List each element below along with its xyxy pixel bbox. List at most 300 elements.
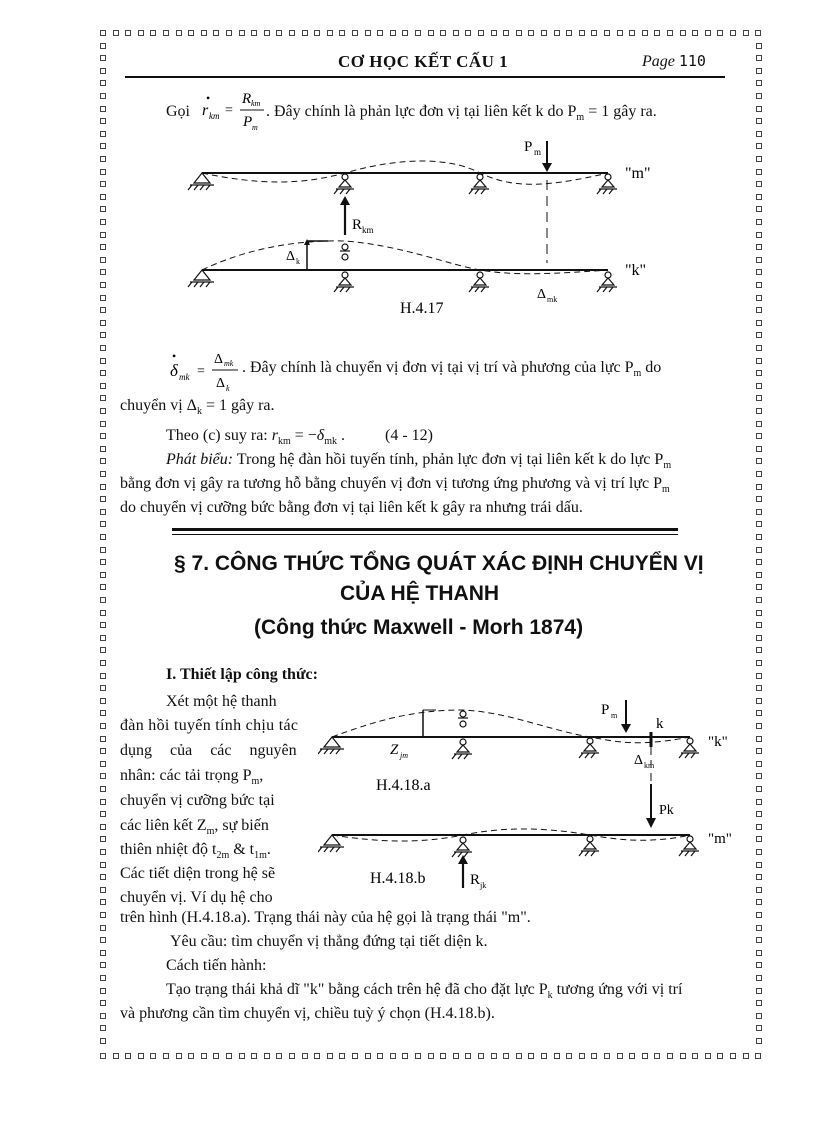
border-square [503,30,509,36]
border-square [756,446,762,452]
border-square [756,925,762,931]
border-square [756,68,762,74]
border-square [756,307,762,313]
border-square [756,962,762,968]
equation-number: (4 - 12) [385,427,433,444]
border-square [100,874,106,880]
pk-label: Pk [659,803,674,818]
border-square [100,332,106,338]
border-square [730,1053,736,1059]
border-square [756,698,762,704]
border-square [756,345,762,351]
col-line-2: đàn hồi tuyến tính chịu tác [120,717,299,734]
border-square [100,408,106,414]
border-square [201,30,207,36]
para-state-m: trên hình (H.4.18.a). Trạng thái này của hệ gọi là trạng thái "m". [120,909,531,926]
border-square [100,295,106,301]
formula-den-sub: k [226,384,230,393]
border-square [302,30,308,36]
border-square [680,30,686,36]
page-number: 110 [678,52,706,70]
border-square [591,1053,597,1059]
border-square [756,723,762,729]
border-square [100,370,106,376]
border-square [100,421,106,427]
border-square [100,521,106,527]
border-square [756,257,762,263]
fig18-load-sub: m [611,711,618,720]
border-square [100,244,106,250]
border-square [755,1053,761,1059]
border-square [100,547,106,553]
border-square [756,899,762,905]
col-line-3: dụng của các nguyên [120,742,297,759]
border-square [756,131,762,137]
border-square [100,975,106,981]
section-rule [172,528,678,531]
border-square [705,30,711,36]
formula-lhs: r [202,102,209,119]
border-square [113,1053,119,1059]
section-title-line3: (Công thức Maxwell - Morh 1874) [254,616,584,639]
border-square [100,534,106,540]
border-square [100,988,106,994]
border-square [756,824,762,830]
border-square [756,849,762,855]
border-square [756,295,762,301]
border-square [100,673,106,679]
border-square [100,458,106,464]
border-square [756,143,762,149]
border-square [756,685,762,691]
state-m-label: "m" [625,165,651,182]
para-procedure: Cách tiến hành: [166,957,267,974]
border-square [100,559,106,565]
border-square [188,1053,194,1059]
border-square [264,30,270,36]
border-square [100,584,106,590]
border-square [516,30,522,36]
border-square [756,647,762,653]
border-square [617,30,623,36]
border-square [756,622,762,628]
border-square [176,30,182,36]
delta-km-sub: km [644,761,655,770]
border-square [100,282,106,288]
section-rule-thin [172,534,678,535]
border-square [100,912,106,918]
border-square [756,1013,762,1019]
border-square [579,30,585,36]
subsection-title: I. Thiết lập công thức: [166,666,318,683]
border-square [100,799,106,805]
border-square [150,1053,156,1059]
border-square [756,408,762,414]
border-square [339,1053,345,1059]
border-square [491,1053,497,1059]
border-square [100,811,106,817]
border-square [756,471,762,477]
border-square [100,93,106,99]
border-square [428,1053,434,1059]
border-square [100,849,106,855]
border-square [377,1053,383,1059]
border-square [100,181,106,187]
border-square [516,1053,522,1059]
border-square [756,710,762,716]
border-square [756,912,762,918]
border-square [100,710,106,716]
border-square [415,1053,421,1059]
border-square [756,786,762,792]
border-square [756,887,762,893]
border-square [100,836,106,842]
border-square [756,988,762,994]
fig18-state-k: "k" [708,734,728,750]
border-square [756,484,762,490]
border-square [377,30,383,36]
border-square [755,30,761,36]
border-square [667,1053,673,1059]
caption-b: H.4.18.b [370,870,426,887]
border-square [352,30,358,36]
border-square [579,1053,585,1059]
border-square [100,622,106,628]
border-square [756,269,762,275]
para-create-state-line2: và phương cần tìm chuyển vị, chiều tuỳ ý chọn (H.4.18.b). [120,1005,495,1022]
border-square [756,773,762,779]
border-square [756,547,762,553]
border-square [756,496,762,502]
col-line-4: nhân: các tải trọng $P_m$, [120,767,264,788]
border-square [756,395,762,401]
border-square [100,509,106,515]
border-square [667,30,673,36]
border-square [150,30,156,36]
border-square [100,68,106,74]
border-square [100,1038,106,1044]
border-square [756,559,762,565]
border-square [176,1053,182,1059]
border-square [327,1053,333,1059]
state-k-label: "k" [625,262,647,279]
border-square [654,1053,660,1059]
border-square [756,950,762,956]
border-square [100,131,106,137]
border-square [756,206,762,212]
border-square [440,1053,446,1059]
border-square [302,1053,308,1059]
border-square [100,496,106,502]
border-square [756,55,762,61]
border-square [100,761,106,767]
border-square [566,30,572,36]
border-square [428,30,434,36]
border-square [554,30,560,36]
border-square [226,30,232,36]
formula-num-sub: mk [224,359,234,368]
border-square [100,572,106,578]
border-square [100,156,106,162]
border-square [100,383,106,389]
formula-lhs: δ [170,361,178,380]
border-square [617,1053,623,1059]
border-square [100,30,106,36]
border-square [717,30,723,36]
border-square [100,80,106,86]
border-square [756,509,762,515]
load-sub: m [534,147,542,157]
disp-k-sub: k [296,257,300,266]
reaction-sub: km [362,225,374,235]
border-square [138,1053,144,1059]
disp-k-label: Δ [286,249,296,264]
border-square [756,673,762,679]
border-square [756,93,762,99]
page-header [120,48,720,78]
border-square [100,937,106,943]
para-create-state-line1: Tạo trạng thái khả dĩ "k" bằng cách trên hệ đã cho đặt lực $P_k$ tương ứng với vị trí [166,981,683,1002]
section-title-line1: § 7. CÔNG THỨC TỔNG QUÁT XÁC ĐỊNH CHUYỂN VỊ [174,552,704,575]
border-square [100,143,106,149]
border-square [756,761,762,767]
delta-km-label: Δ [634,753,644,768]
border-square [756,194,762,200]
border-square [756,219,762,225]
border-square [756,332,762,338]
border-square [226,1053,232,1059]
border-square [100,635,106,641]
border-square [239,1053,245,1059]
border-square [503,1053,509,1059]
border-square [642,1053,648,1059]
border-square [756,937,762,943]
border-square [756,383,762,389]
formula-den: P [243,114,253,130]
border-square [465,1053,471,1059]
border-square [756,181,762,187]
border-square [756,232,762,238]
formula-den: Δ [216,376,226,391]
border-square [390,1053,396,1059]
border-square [100,257,106,263]
border-square [100,484,106,490]
page-label: Page [642,53,675,70]
border-square [100,219,106,225]
border-square [743,30,749,36]
header-title: CƠ HỌC KẾT CẤU 1 [338,52,509,71]
border-square [756,156,762,162]
border-square [604,1053,610,1059]
border-square [314,1053,320,1059]
border-square [213,1053,219,1059]
para-statement-line2: bằng đơn vị gây ra tương hỗ bằng chuyển vị đơn vị tương ứng phương và vị trí lực $P_m$ [120,475,670,496]
border-square [756,572,762,578]
border-square [756,433,762,439]
rjk-label: R [470,872,481,888]
fig18-load-label: P [601,702,610,718]
border-square [756,458,762,464]
col-line-5: chuyển vị cưỡng bức tại [120,792,275,809]
border-square [390,30,396,36]
formula-den-sub: m [252,123,258,132]
border-square [756,736,762,742]
border-square [276,30,282,36]
para-statement-line3: do chuyển vị cưỡng bức bằng đơn vị tại liên kết k gây ra nhưng trái dấu. [120,499,583,516]
svg-text:=: = [225,103,233,118]
border-square [756,282,762,288]
border-square [756,1038,762,1044]
border-square [100,773,106,779]
border-square [188,30,194,36]
border-square [756,534,762,540]
border-square [756,370,762,376]
border-square [100,43,106,49]
border-square [125,1053,131,1059]
border-square [100,1025,106,1031]
disp-mk-sub: mk [547,295,558,304]
border-square [629,30,635,36]
border-square [756,1025,762,1031]
svg-text:=: = [197,364,205,379]
border-square [756,597,762,603]
border-square [478,1053,484,1059]
border-square [528,30,534,36]
border-square [756,610,762,616]
border-square [201,1053,207,1059]
formula-delta-mk [164,346,240,396]
border-square [756,635,762,641]
border-square [163,30,169,36]
border-square [213,30,219,36]
formula-lhs-sub: mk [179,372,190,382]
reaction-label: R [352,217,363,233]
border-square [756,358,762,364]
border-square [100,169,106,175]
border-square [365,30,371,36]
border-square [100,660,106,666]
border-square [100,597,106,603]
border-square [654,30,660,36]
border-square [756,975,762,981]
border-square [541,1053,547,1059]
statement-label: Phát biểu: [166,451,234,468]
para-reaction-definition [166,102,190,122]
para-theorem-equation: Theo (c) suy ra: $r_{km} = -\delta_{mk}$ . (4 - 12) [166,427,433,448]
border-square [491,30,497,36]
para-statement-line1: Phát biểu: Trong hệ đàn hồi tuyến tính, phản lực đơn vị tại liên kết k do lực $P_m$ [166,451,672,472]
border-square [642,30,648,36]
border-square [402,30,408,36]
col-line-1: Xét một hệ thanh [166,693,277,710]
border-square [100,685,106,691]
border-square [100,736,106,742]
border-square [756,106,762,112]
border-square [756,811,762,817]
border-square [113,30,119,36]
border-square [327,30,333,36]
border-square [100,345,106,351]
caption-a: H.4.18.a [376,777,431,794]
border-square [756,244,762,250]
border-square [100,925,106,931]
border-square [100,899,106,905]
border-square [680,1053,686,1059]
border-square [554,1053,560,1059]
border-square [756,660,762,666]
border-square [100,610,106,616]
border-square [100,1013,106,1019]
border-square [629,1053,635,1059]
border-square [100,307,106,313]
border-square [453,1053,459,1059]
border-square [756,862,762,868]
border-square [100,786,106,792]
border-square [365,1053,371,1059]
border-square [100,433,106,439]
border-square [478,30,484,36]
border-square [756,1000,762,1006]
col-line-9: chuyển vị. Ví dụ hệ cho [120,889,273,906]
border-square [100,887,106,893]
col-line-8: Các tiết diện trong hệ sẽ [120,865,276,882]
border-square [100,118,106,124]
border-square [100,962,106,968]
border-square [138,30,144,36]
border-square [692,30,698,36]
border-square [100,232,106,238]
border-square [591,30,597,36]
border-square [251,30,257,36]
para-displacement-line2: chuyển vị $\Delta_k = 1$ gây ra. [120,397,275,418]
disp-mk-label: Δ [537,287,547,302]
figure-4-17 [180,135,680,335]
border-square [566,1053,572,1059]
border-square [756,836,762,842]
formula-num: Δ [214,352,224,367]
border-square [100,320,106,326]
border-square [756,421,762,427]
para-reaction-text: . Đây chính là phản lực đơn vị tại liên kết k do $P_m = 1$ gây ra. [266,103,657,124]
border-square [100,55,106,61]
para-displacement-line1: . Đây chính là chuyển vị đơn vị tại vị trí và phương của lực $P_m$ do [242,359,662,380]
border-square [756,43,762,49]
border-square [604,30,610,36]
border-square [440,30,446,36]
border-square [264,1053,270,1059]
border-square [756,118,762,124]
border-square [756,874,762,880]
border-square [100,723,106,729]
border-square [352,1053,358,1059]
z-label: Z [390,742,399,758]
border-square [100,446,106,452]
border-square [453,30,459,36]
fig18-state-m: "m" [708,831,732,847]
border-square [100,106,106,112]
section-title-line2: CỦA HỆ THANH [340,582,500,605]
border-square [314,30,320,36]
border-square [339,30,345,36]
border-square [100,698,106,704]
border-square [756,521,762,527]
svg-text:•: • [206,91,211,105]
border-square [100,471,106,477]
border-square [100,395,106,401]
border-square [415,30,421,36]
svg-text:•: • [172,349,177,363]
border-square [756,320,762,326]
